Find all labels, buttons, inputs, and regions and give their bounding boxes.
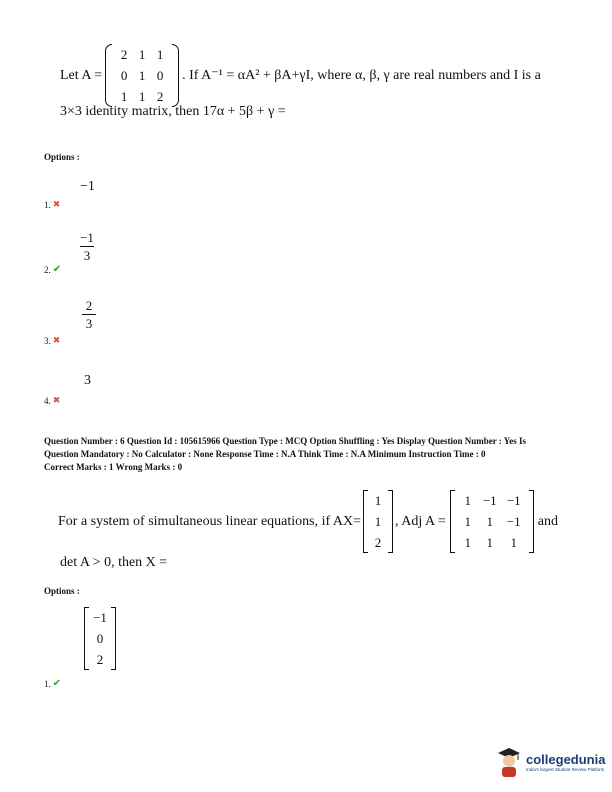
vector-cell: 2 xyxy=(374,535,382,550)
q2-adj-label: , Adj A = xyxy=(395,513,446,529)
vector-cell: −1 xyxy=(93,610,107,625)
matrix-cell: 1 xyxy=(464,535,471,550)
graduate-mascot-icon xyxy=(496,745,522,779)
q1-option1[interactable]: 1. ✖ xyxy=(44,199,61,210)
collegedunia-logo xyxy=(496,745,605,779)
matrix-cell: 1 xyxy=(120,89,128,104)
q1-option2[interactable]: 2. ✔ xyxy=(44,264,62,275)
wrong-icon: ✖ xyxy=(52,395,61,405)
matrix-cell: 1 xyxy=(486,514,493,529)
q2-meta-line3: Correct Marks : 1 Wrong Marks : 0 xyxy=(44,462,183,472)
logo-tagline: India's largest Student Review Platform xyxy=(526,767,605,772)
q1-middle: . If A⁻¹ = αA² + βA+γI, where α, β, γ are real numbers and I is a xyxy=(182,68,541,83)
matrix-cell: 1 xyxy=(138,89,146,104)
matrix-cell: 2 xyxy=(120,47,128,62)
q2-adj-matrix xyxy=(450,490,534,553)
matrix-cell: 1 xyxy=(464,493,471,508)
q2-prefix: For a system of simultaneous linear equations, if AX= xyxy=(58,513,362,529)
correct-icon: ✔ xyxy=(52,678,62,689)
vector-cell: 1 xyxy=(374,514,382,529)
q1-option4[interactable]: 4. ✖ xyxy=(44,395,61,406)
q2-line1 xyxy=(58,490,558,553)
vector-cell: 0 xyxy=(96,631,104,646)
correct-icon: ✔ xyxy=(52,264,62,275)
q1-option3-fraction: 2 3 xyxy=(82,298,96,331)
matrix-cell: 1 xyxy=(156,47,164,62)
matrix-cell: 1 xyxy=(464,514,471,529)
vector-cell: 2 xyxy=(96,652,104,667)
q2-options-label: Options : xyxy=(44,586,80,596)
q1-option2-fraction: −1 3 xyxy=(80,230,94,263)
q2-meta-line1: Question Number : 6 Question Id : 105615966 Question Type : MCQ Option Shuffling : Yes Display Question Number : Yes Is xyxy=(44,436,526,446)
wrong-icon: ✖ xyxy=(52,199,61,209)
q2-line2: det A > 0, then X = xyxy=(60,555,168,570)
matrix-cell: 0 xyxy=(120,68,128,83)
q1-line2: 3×3 identity matrix, then 17α + 5β + γ = xyxy=(60,104,286,119)
matrix-cell: 2 xyxy=(156,89,164,104)
q1-option1-value: −1 xyxy=(80,179,95,194)
q2-ax-vector xyxy=(363,490,393,553)
matrix-cell: 1 xyxy=(486,535,493,550)
q2-option1-vector xyxy=(84,607,116,670)
logo-name: collegedunia xyxy=(526,752,606,767)
matrix-cell: 0 xyxy=(156,68,164,83)
matrix-cell: −1 xyxy=(482,493,497,508)
q1-matrix xyxy=(105,44,179,107)
matrix-cell: 1 xyxy=(138,68,146,83)
q2-option1[interactable]: 1. ✔ xyxy=(44,678,62,689)
wrong-icon: ✖ xyxy=(52,335,61,345)
matrix-cell: 1 xyxy=(138,47,146,62)
q2-and: and xyxy=(537,513,558,529)
q1-line1 xyxy=(60,44,541,107)
q1-options-label: Options : xyxy=(44,152,80,162)
matrix-cell: −1 xyxy=(506,514,521,529)
vector-cell: 1 xyxy=(374,493,382,508)
q1-option3[interactable]: 3. ✖ xyxy=(44,335,61,346)
q1-option4-value: 3 xyxy=(84,373,91,388)
matrix-cell: −1 xyxy=(506,493,521,508)
q2-meta-line2: Question Mandatory : No Calculator : None Response Time : N.A Think Time : N.A Minimum Instruction Time : 0 xyxy=(44,449,486,459)
matrix-cell: 1 xyxy=(510,535,517,550)
q1-prefix: Let A = xyxy=(60,67,103,83)
